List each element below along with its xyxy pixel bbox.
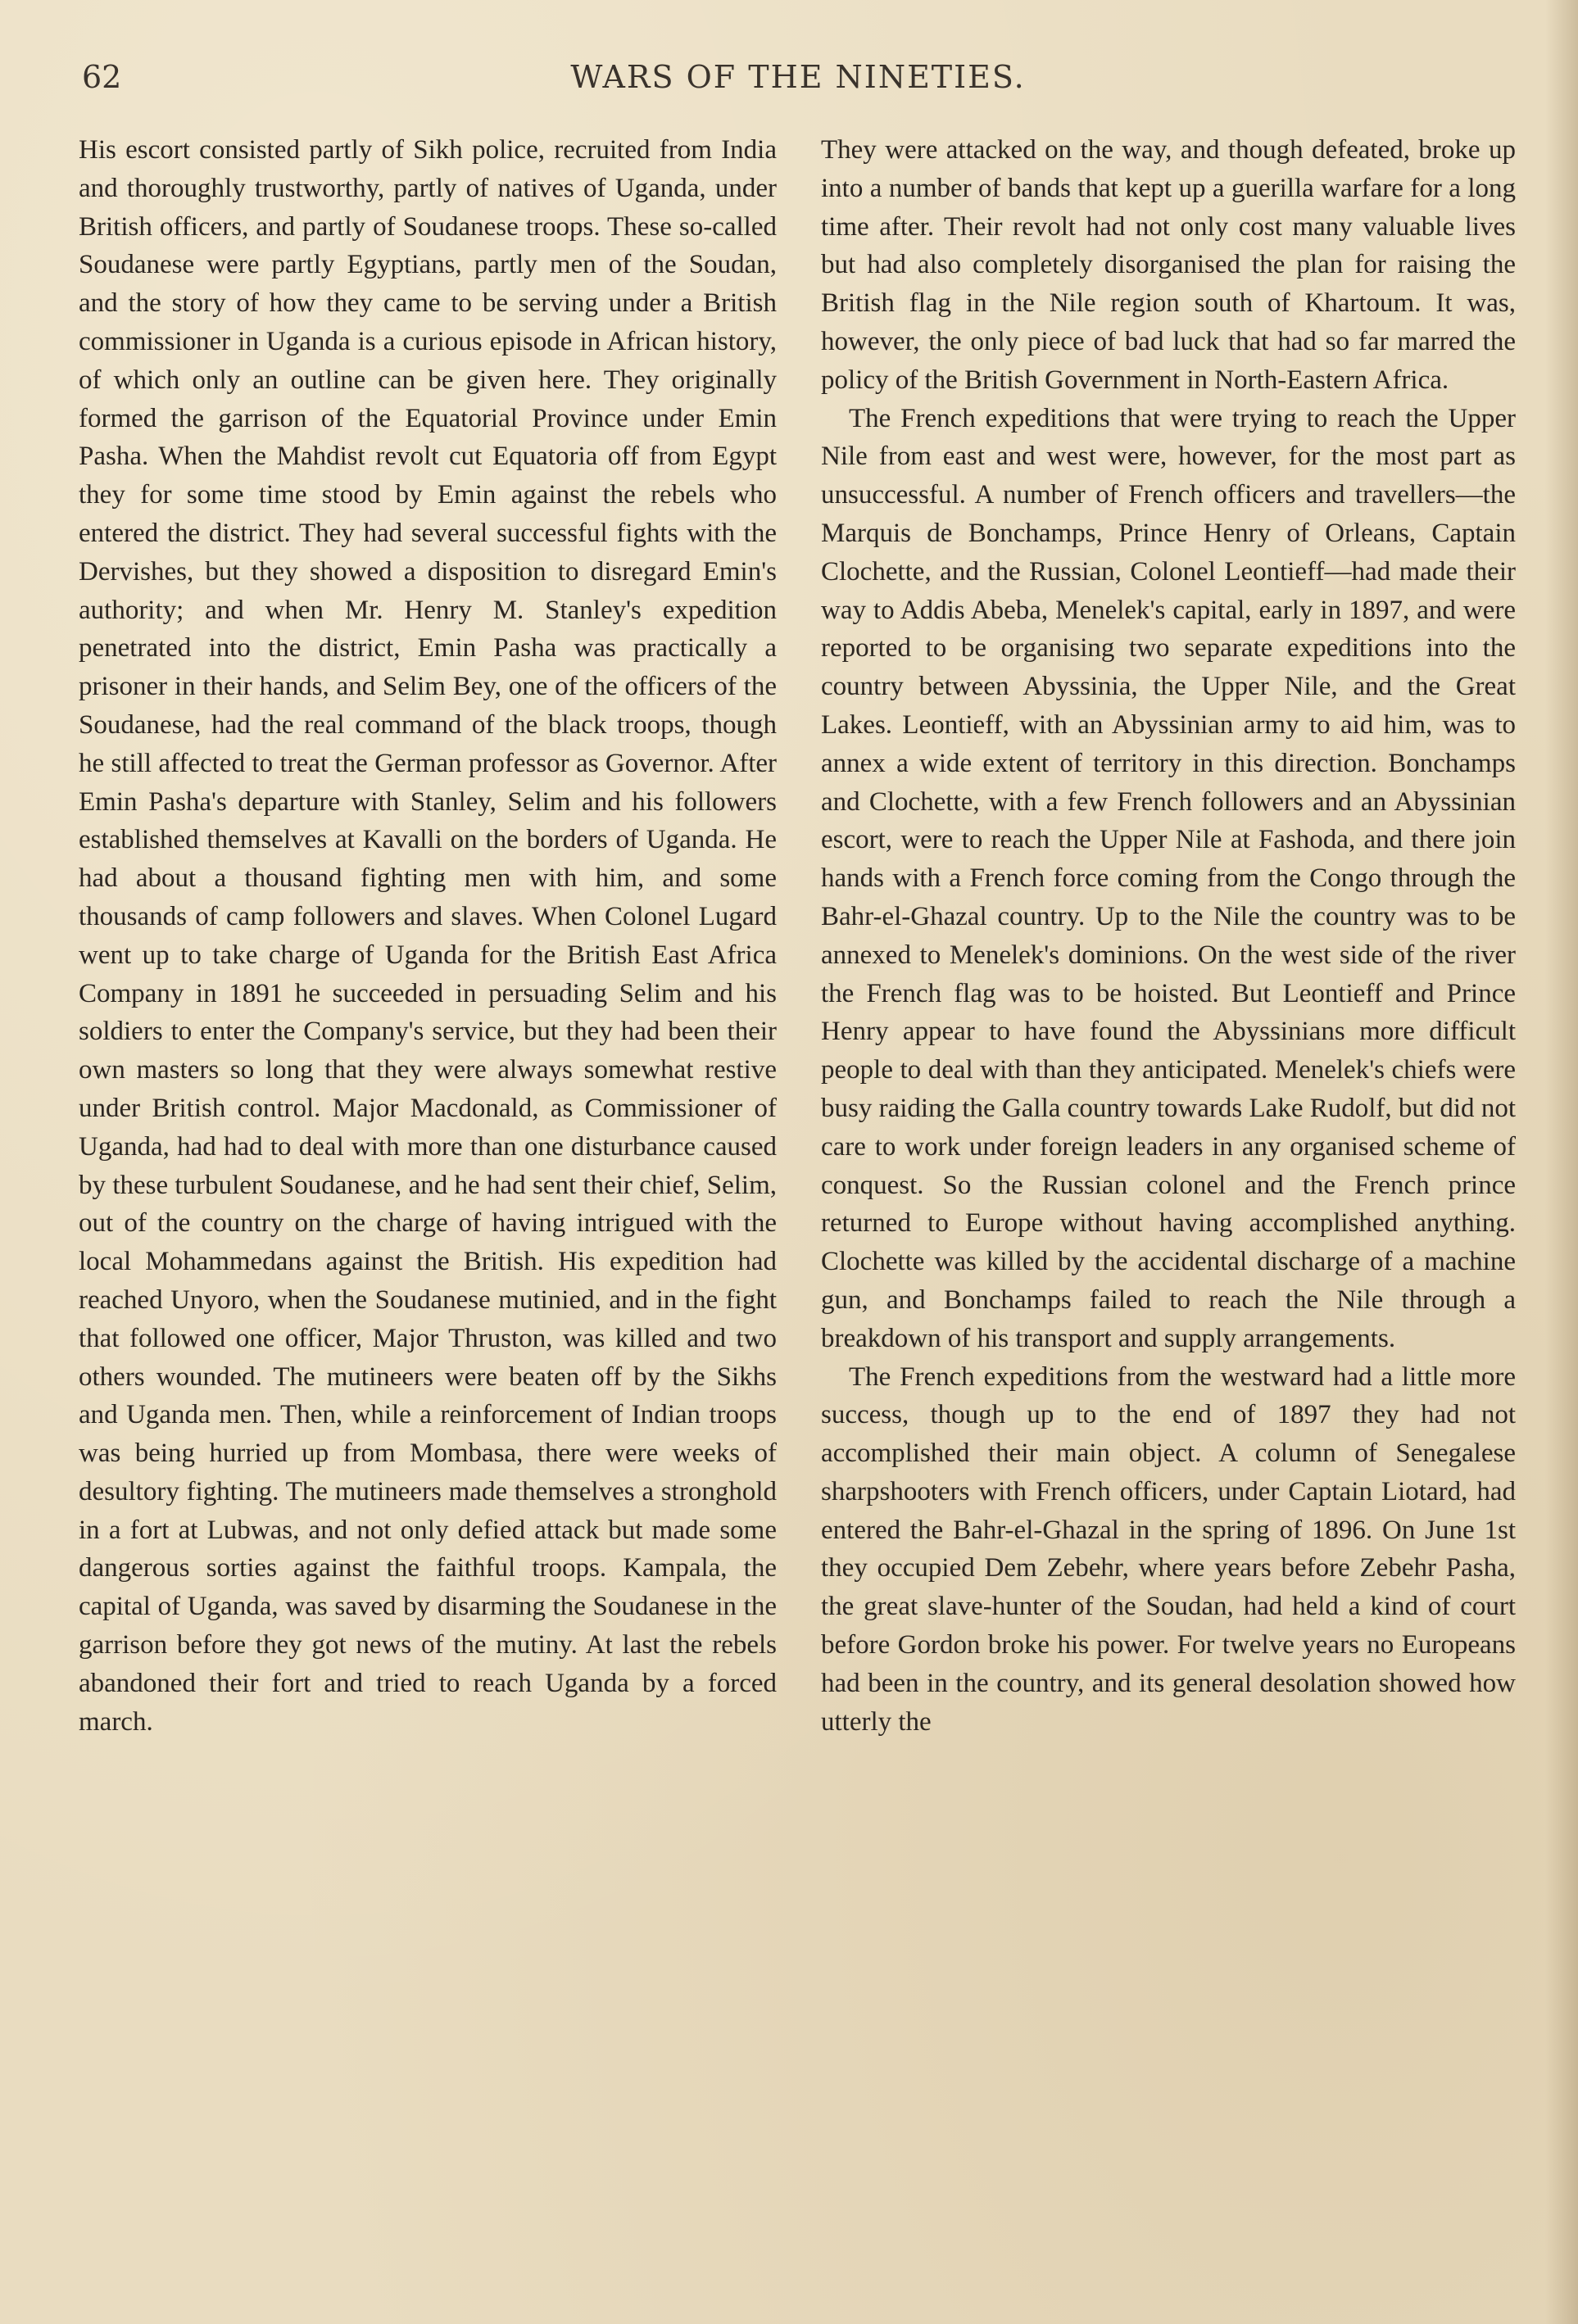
running-title: WARS OF THE NINETIES. xyxy=(570,59,1026,95)
paragraph: The French expeditions that were trying to reach the Upper Nile from east and west were, however, for the most part as unsuccessful. A number of French officers and travellers—the Marquis de Bonchamps, Prince Henry of Orleans, Captain Clochette, and the Russian, Colonel Leontieff—had made their way to Addis Abeba, Menelek's capital, early in 1897, and were reported to be organising two separate expeditions into the country between Abyssinia, the Upper Nile, and the Great Lakes. Leontieff, with an Abyssinian army to aid him, was to annex a wide extent of territory in this direction. Bonchamps and Clochette, with a few French followers and an Abyssinian escort, were to reach the Upper Nile at Fashoda, and there join hands with a French force coming from the Congo through the Bahr-el-Ghazal country. Up to the Nile the country was to be annexed to Menelek's dominions. On the west side of the river the French flag was to be hoisted. But Leontieff and Prince Henry appear to have found the Abyssinians more difficult people to deal with than they anticipated. Menelek's chiefs were busy raiding the Galla country towards Lake Rudolf, but did not care to work under foreign leaders in any organised scheme of conquest. So the Russian colonel and the French prince returned to Europe without having accomplished anything. Clochette was killed by the accidental discharge of a machine gun, and Bonchamps failed to reach the Nile through a breakdown of his transport and supply arrangements. xyxy=(821,403,1516,1353)
page-number: 62 xyxy=(82,59,122,95)
paragraph: They were attacked on the way, and though defeated, broke up into a number of bands that kept up a guerilla warfare for a long time after. Their revolt had not only cost many valuable lives but had also completely disorganised the plan for raising the British flag in the Nile region south of Khartoum. It was, however, the only piece of bad luck that had so far marred the policy of the British Government in North-Eastern Africa. xyxy=(821,135,1516,395)
page-edge-shadow xyxy=(1545,0,1578,2324)
page-header xyxy=(82,59,1514,108)
right-column xyxy=(821,131,1516,1741)
paragraph: His escort consisted partly of Sikh police, recruited from India and thoroughly trustworthy, partly of natives of Uganda, under British officers, and partly of Soudanese troops. These so-called Soudanese were partly Egyptians, partly men of the Soudan, and the story of how they came to be serving under a British commissioner in Uganda is a curious episode in African history, of which only an outline can be given here. They originally formed the garrison of the Equatorial Province under Emin Pasha. When the Mahdist revolt cut Equatoria off from Egypt they for some time stood by Emin against the rebels who entered the district. They had several successful fights with the Dervishes, but they showed a disposition to disregard Emin's authority; and when Mr. Henry M. Stanley's expedition penetrated into the district, Emin Pasha was practically a prisoner in their hands, and Selim Bey, one of the officers of the Soudanese, had the real command of the black troops, though he still affected to treat the German professor as Governor. After Emin Pasha's departure with Stanley, Selim and his followers established themselves at Kavalli on the borders of Uganda. He had about a thousand fighting men with him, and some thousands of camp followers and slaves. When Colonel Lugard went up to take charge of Uganda for the British East Africa Company in 1891 he succeeded in persuading Selim and his soldiers to enter the Company's service, but they had been their own masters so long that they were always somewhat restive under British control. Major Macdonald, as Commissioner of Uganda, had had to deal with more than one disturbance caused by these turbulent Soudanese, and he had sent their chief, Selim, out of the country on the charge of having intrigued with the local Mohammedans against the British. His expedition had reached Unyoro, when the Soudanese mutinied, and in the fight that followed one officer, Major Thruston, was killed and two others wounded. The mutineers were beaten off by the Sikhs and Uganda men. Then, while a reinforcement of Indian troops was being hurried up from Mombasa, there were weeks of desultory fighting. The mutineers made themselves a stronghold in a fort at Lubwas, and not only defied attack but made some dangerous sorties against the faithful troops. Kampala, the capital of Uganda, was saved by disarming the Soudanese in the garrison before they got news of the mutiny. At last the rebels abandoned their fort and tried to reach Uganda by a forced march. xyxy=(79,135,777,1737)
left-column xyxy=(79,131,777,1741)
paragraph: The French expeditions from the westward had a little more success, though up to the end of 1897 they had not accomplished their main object. A column of Senegalese sharpshooters with French officers, under Captain Liotard, had entered the Bahr-el-Ghazal in the spring of 1896. On June 1st they occupied Dem Zebehr, where years before Zebehr Pasha, the great slave-hunter of the Soudan, had held a kind of court before Gordon broke his power. For twelve years no Europeans had been in the country, and its general desolation showed how utterly the xyxy=(821,1361,1516,1737)
